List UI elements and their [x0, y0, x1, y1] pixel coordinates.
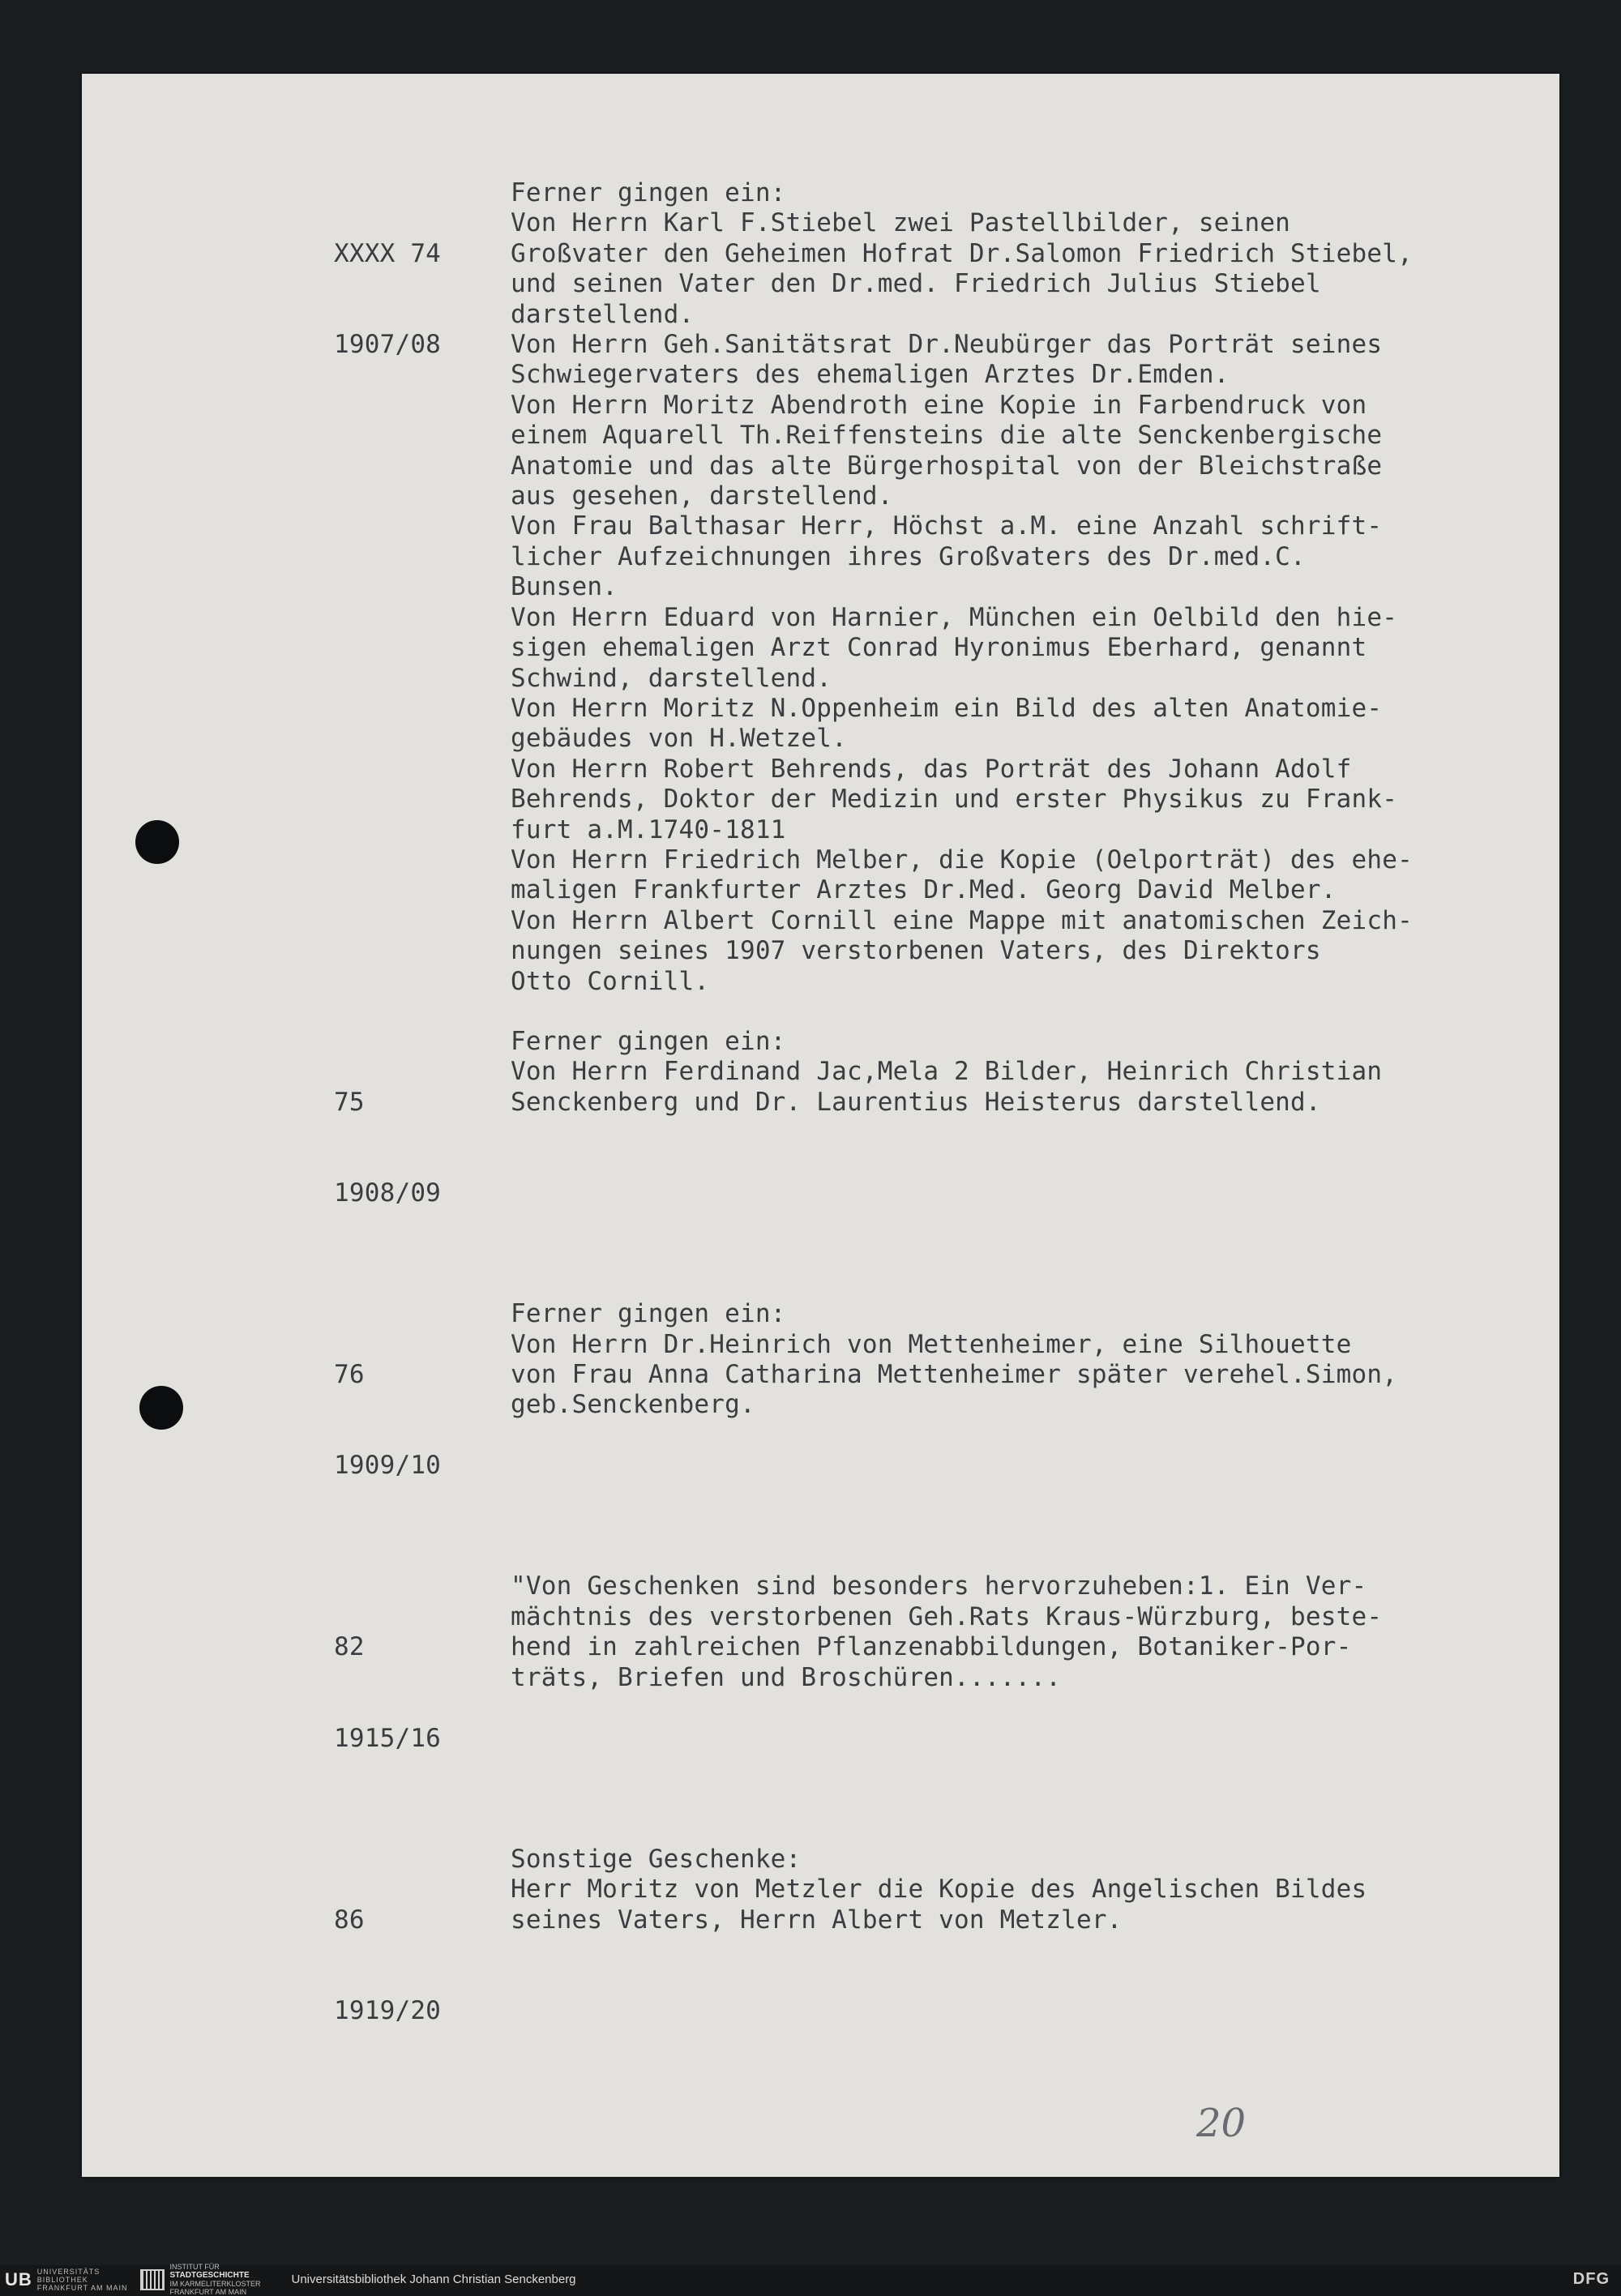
entry-number: XXXX 74: [334, 238, 442, 268]
typed-text-body: [334, 178, 1550, 2117]
ub-logo-line: FRANKFURT AM MAIN: [36, 2283, 128, 2292]
text-line: sigen ehemaligen Arzt Conrad Hyronimus Eberhard, genannt: [511, 633, 1367, 663]
text-line: von Frau Anna Catharina Mettenheimer später verehel.Simon,: [511, 1360, 1398, 1390]
text-line: Bunsen.: [511, 572, 618, 602]
isg-logo-line: STADTGESCHICHTE: [169, 2271, 250, 2280]
punch-hole-upper: [135, 820, 179, 864]
text-line: geb.Senckenberg.: [511, 1390, 755, 1420]
text-line: Von Herrn Geh.Sanitätsrat Dr.Neubürger das Porträt seines: [511, 330, 1383, 360]
text-line: Von Herrn Moritz N.Oppenheim ein Bild des alten Anatomie-: [511, 693, 1383, 723]
entry-number: 82: [334, 1632, 365, 1662]
text-line: darstellend.: [511, 299, 695, 329]
entry-year: 1909/10: [334, 1451, 442, 1481]
entry-text: [511, 1027, 1550, 1269]
text-line: maligen Frankfurter Arztes Dr.Med. Georg David Melber.: [511, 875, 1337, 905]
text-line: Großvater den Geheimen Hofrat Dr.Salomon Friedrich Stiebel,: [511, 238, 1413, 268]
entry-number: 86: [334, 1905, 365, 1935]
text-line: hend in zahlreichen Pflanzenabbildungen, Botaniker-Por-: [511, 1632, 1352, 1662]
text-line: gebäudes von H.Wetzel.: [511, 724, 847, 754]
ub-logo-text: [37, 2268, 128, 2292]
text-line: licher Aufzeichnungen ihres Großvaters des Dr.med.C.: [511, 541, 1306, 571]
entry-reference: [334, 178, 511, 997]
text-line: Herr Moritz von Metzler die Kopie des Angelischen Bildes: [511, 1875, 1367, 1905]
entry-text: [511, 178, 1550, 997]
entry-76: [334, 1299, 1550, 1541]
text-line: Anatomie und das alte Bürgerhospital von der Bleichstraße: [511, 451, 1383, 481]
entry-82: [334, 1571, 1550, 1814]
entry-year: 1908/09: [334, 1178, 442, 1208]
text-line: Schwind, darstellend.: [511, 663, 832, 693]
text-line: Behrends, Doktor der Medizin und erster Physikus zu Frank-: [511, 785, 1398, 815]
entry-text: [511, 1299, 1550, 1541]
entry-reference: [334, 1027, 511, 1269]
entry-year: 1915/16: [334, 1723, 442, 1753]
text-line: einem Aquarell Th.Reiffensteins die alte Senckenbergische: [511, 421, 1383, 451]
text-line: seines Vaters, Herrn Albert von Metzler.: [511, 1905, 1123, 1935]
text-line: Von Herrn Dr.Heinrich von Mettenheimer, eine Silhouette: [511, 1329, 1352, 1359]
ub-logo[interactable]: [5, 2268, 127, 2292]
text-line: Von Herrn Albert Cornill eine Mappe mit anatomischen Zeich-: [511, 905, 1413, 935]
text-line: "Von Geschenken sind besonders hervorzuheben:1. Ein Ver-: [511, 1571, 1367, 1601]
text-line: und seinen Vater den Dr.med. Friedrich Julius Stiebel: [511, 269, 1321, 299]
entry-75: [334, 1027, 1550, 1269]
entry-text: [511, 1845, 1550, 2087]
isg-logo-text: [169, 2263, 260, 2296]
text-line: Von Herrn Ferdinand Jac,Mela 2 Bilder, Heinrich Christian: [511, 1057, 1383, 1087]
text-line: Otto Cornill.: [511, 966, 710, 996]
text-line: Von Herrn Robert Behrends, das Porträt des Johann Adolf: [511, 754, 1352, 784]
viewer-footer-bar: [0, 2265, 1621, 2294]
punch-hole-lower: [139, 1386, 183, 1430]
text-line: Von Frau Balthasar Herr, Höchst a.M. eine Anzahl schrift-: [511, 511, 1383, 541]
text-line: Ferner gingen ein:: [511, 1026, 786, 1056]
text-line: Von Herrn Karl F.Stiebel zwei Pastellbilder, seinen: [511, 208, 1291, 238]
entry-reference: [334, 1571, 511, 1814]
ub-logo-line: BIBLIOTHEK: [36, 2275, 88, 2284]
isg-logo-line: INSTITUT FÜR: [169, 2263, 220, 2271]
text-line: träts, Briefen und Broschüren.......: [511, 1662, 1062, 1692]
text-line: mächtnis des verstorbenen Geh.Rats Kraus-Würzburg, beste-: [511, 1601, 1383, 1631]
isg-logo-line: IM KARMELITERKLOSTER: [169, 2280, 261, 2288]
isg-logo[interactable]: [140, 2263, 260, 2296]
entry-number: 76: [334, 1360, 365, 1390]
text-line: Sonstige Geschenke:: [511, 1844, 802, 1874]
dfg-logo[interactable]: DFG: [1572, 2270, 1610, 2288]
text-line: aus gesehen, darstellend.: [511, 481, 893, 511]
entry-reference: [334, 1845, 511, 2087]
text-line: Von Herrn Moritz Abendroth eine Kopie in Farbendruck von: [511, 390, 1367, 420]
text-line: furt a.M.1740-1811: [511, 815, 786, 844]
entry-year: 1907/08: [334, 330, 442, 360]
text-line: Ferner gingen ein:: [511, 178, 786, 207]
entry-reference: [334, 1299, 511, 1541]
ub-logo-line: UNIVERSITÄTS: [36, 2267, 101, 2276]
isg-emblem-icon: [140, 2269, 165, 2290]
entry-86: [334, 1845, 1550, 2087]
entry-text: [511, 1571, 1550, 1814]
entry-year: 1919/20: [334, 1995, 442, 2025]
text-line: Von Herrn Friedrich Melber, die Kopie (Oelporträt) des ehe-: [511, 844, 1413, 874]
text-line: Ferner gingen ein:: [511, 1299, 786, 1329]
ub-logo-mark: UB: [5, 2268, 32, 2290]
footer-institution-name[interactable]: Universitätsbibliothek Johann Christian Senckenberg: [291, 2272, 576, 2286]
text-line: Senckenberg und Dr. Laurentius Heisterus darstellend.: [511, 1087, 1321, 1117]
text-line: nungen seines 1907 verstorbenen Vaters, des Direktors: [511, 936, 1321, 966]
entry-number: 75: [334, 1087, 365, 1117]
text-line: Schwiegervaters des ehemaligen Arztes Dr.Emden.: [511, 360, 1230, 390]
text-line: Von Herrn Eduard von Harnier, München ein Oelbild den hie-: [511, 602, 1398, 632]
entry-74: [334, 178, 1550, 997]
handwritten-page-number: 20: [1196, 2101, 1247, 2146]
isg-logo-line: FRANKFURT AM MAIN: [169, 2288, 247, 2296]
